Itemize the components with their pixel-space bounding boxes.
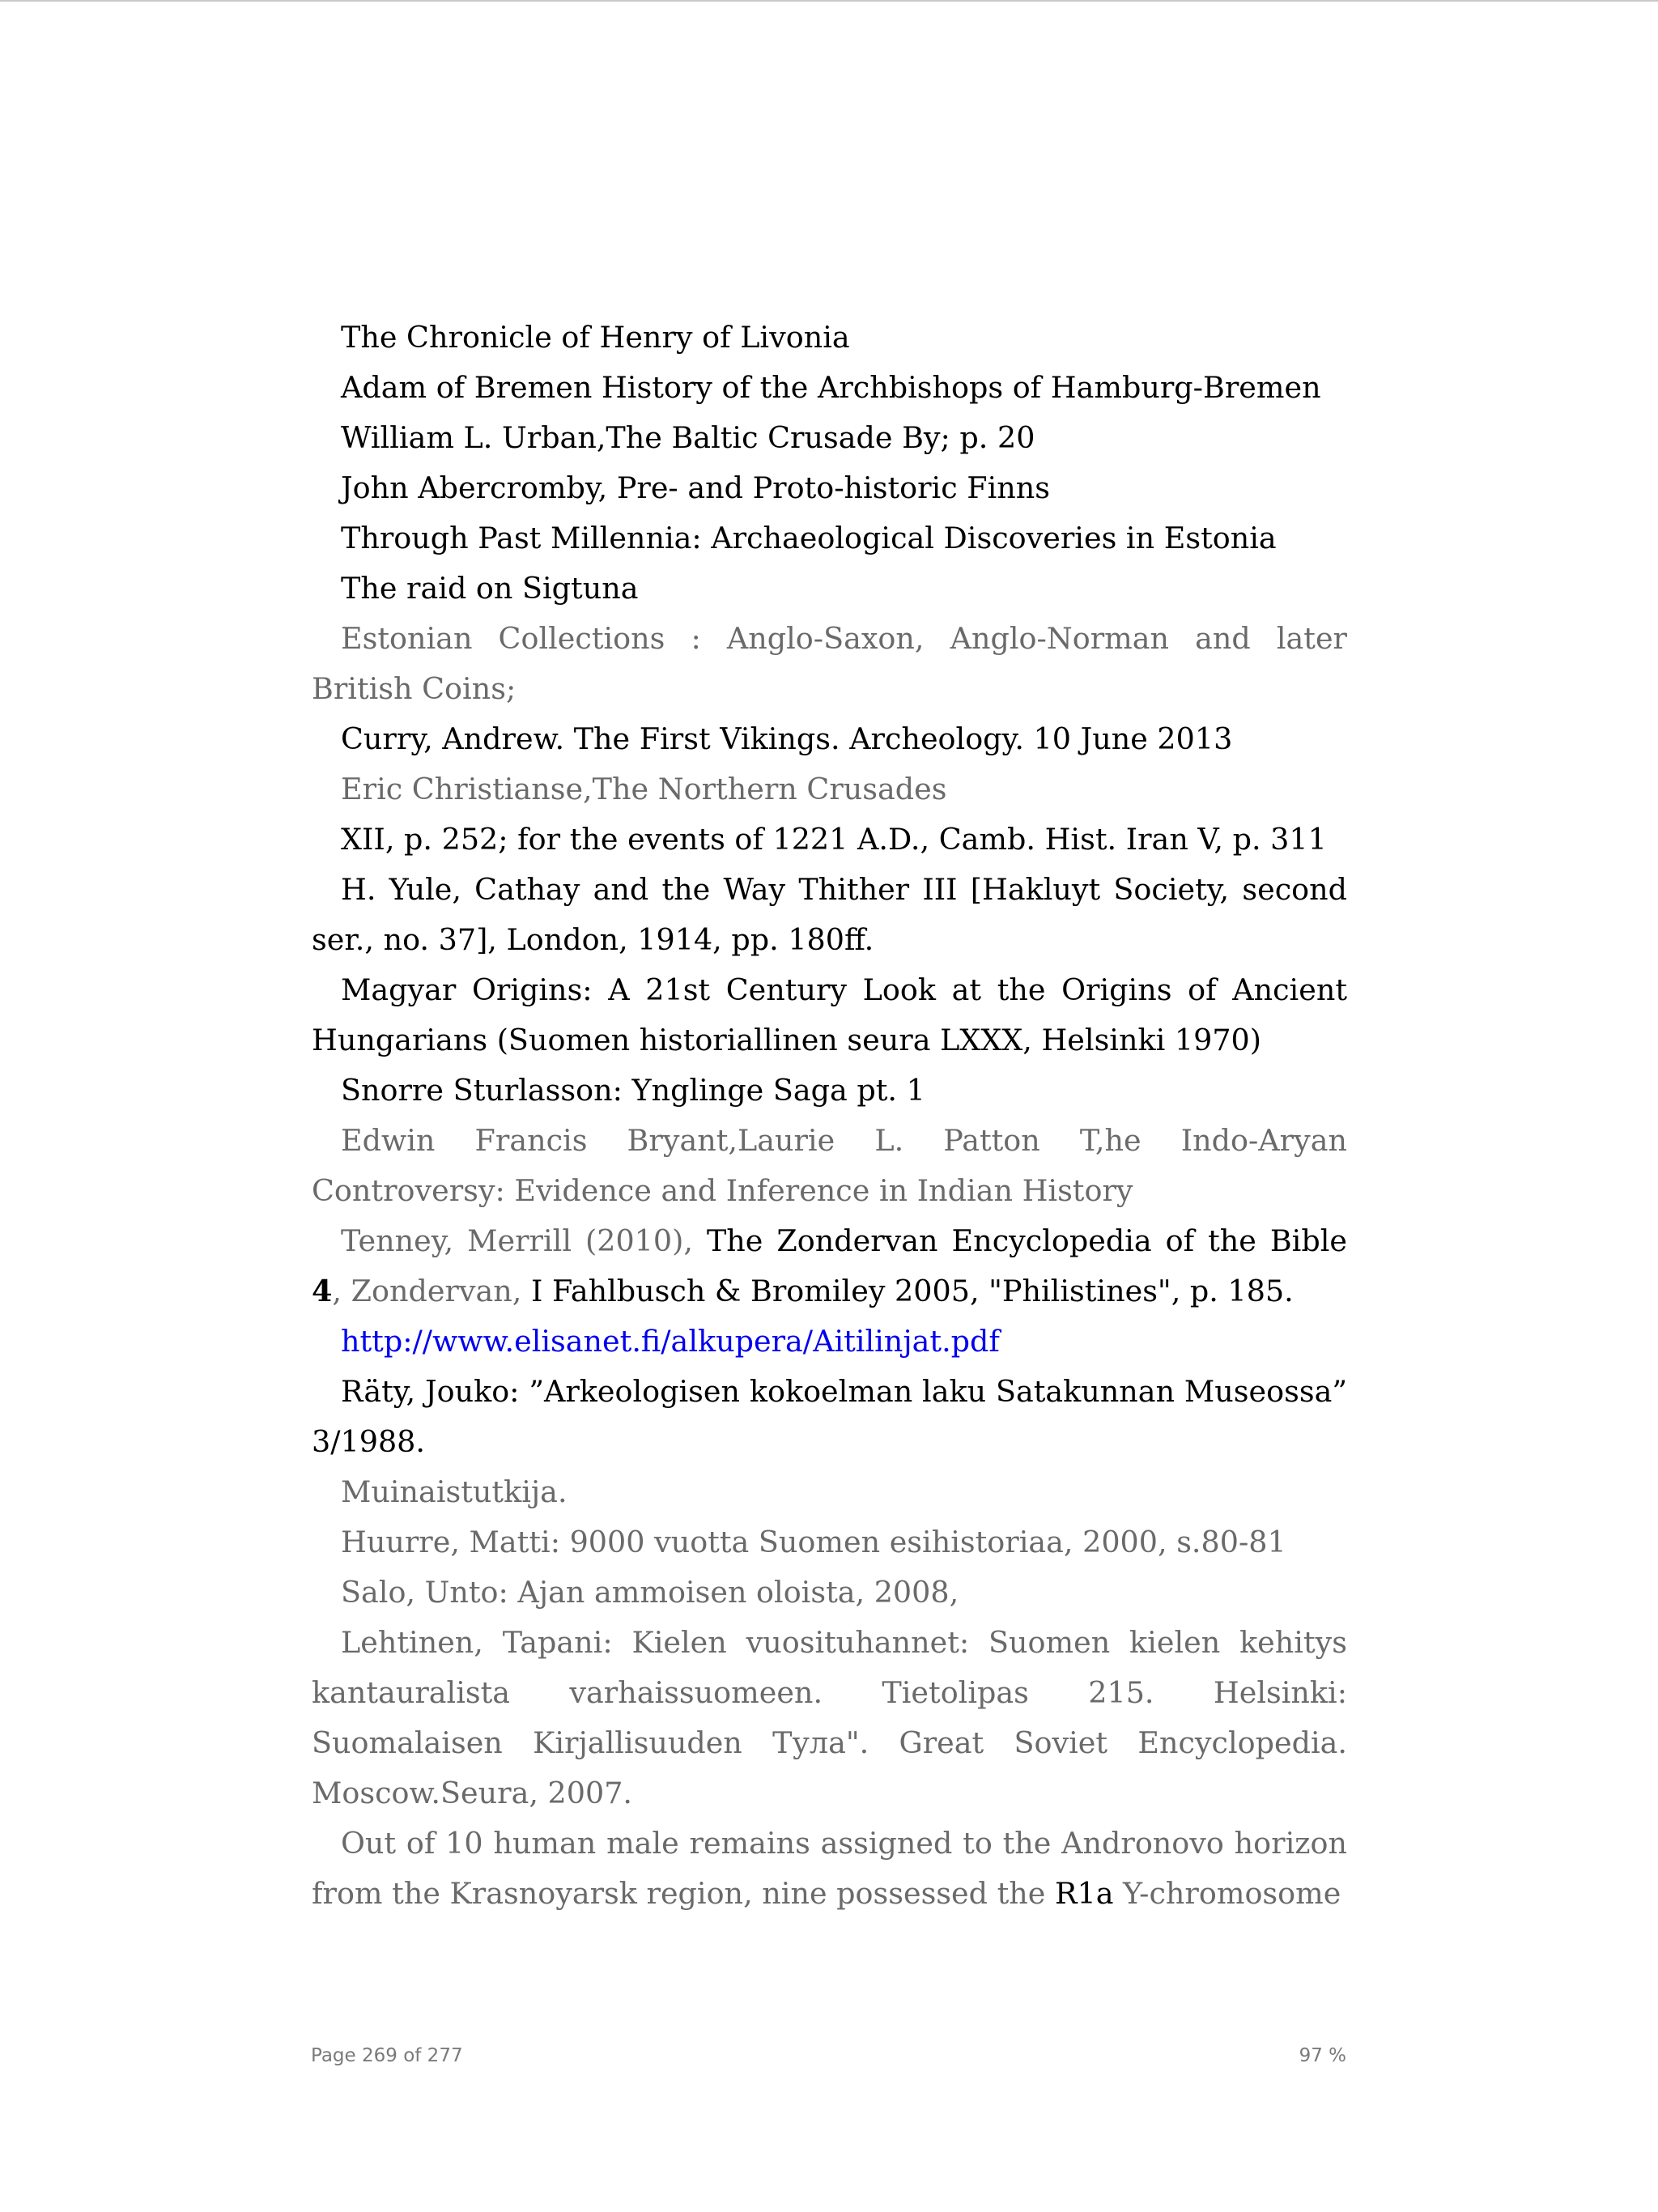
page-indicator: Page 269 of 277 bbox=[311, 2045, 463, 2066]
reference-paragraph: William L. Urban,The Baltic Crusade By; p. 20 bbox=[341, 420, 1035, 455]
reference-paragraph: Estonian Collections : Anglo-Saxon, Anglo-Norman and later British Coins; bbox=[312, 621, 1347, 706]
haplogroup-term: R1a bbox=[1054, 1876, 1114, 1911]
reference-paragraph: Eric Christianse,The Northern Crusades bbox=[341, 772, 947, 806]
reference-paragraph: Edwin Francis Bryant,Laurie L. Patton T,he Indo-Aryan Controversy: Evidence and Inference in Indian History bbox=[312, 1123, 1347, 1208]
page-text bbox=[312, 313, 1347, 1919]
reference-paragraph: Muinaistutkija. bbox=[341, 1474, 568, 1509]
reference-paragraph: Salo, Unto: Ajan ammoisen oloista, 2008, bbox=[341, 1575, 959, 1610]
reference-paragraph: The Chronicle of Henry of Livonia bbox=[341, 320, 850, 355]
reference-paragraph bbox=[312, 1819, 1347, 1919]
reference-title: The Zondervan Encyclopedia of the Bible bbox=[706, 1223, 1347, 1258]
reference-citation: I Fahlbusch & Bromiley 2005, "Philistines", p. 185. bbox=[530, 1274, 1294, 1308]
reference-link[interactable]: http://www.elisanet.fi/alkupera/Aitilinjat.pdf bbox=[341, 1324, 1000, 1359]
progress-percent: 97 % bbox=[1299, 2045, 1346, 2066]
reference-paragraph: Huurre, Matti: 9000 vuotta Suomen esihistoriaa, 2000, s.80-81 bbox=[341, 1525, 1286, 1559]
reference-paragraph: XII, p. 252; for the events of 1221 A.D., Camb. Hist. Iran V, p. 311 bbox=[341, 822, 1327, 857]
reference-text: Y-chromosome bbox=[1113, 1876, 1341, 1911]
reference-paragraph bbox=[312, 1216, 1347, 1317]
reference-paragraph: John Abercromby, Pre- and Proto-historic Finns bbox=[341, 470, 1051, 505]
reference-author: Tenney, Merrill (2010), bbox=[341, 1223, 707, 1258]
reference-paragraph: Adam of Bremen History of the Archbishops of Hamburg-Bremen bbox=[341, 370, 1321, 405]
reference-paragraph: H. Yule, Cathay and the Way Thither III [Hakluyt Society, second ser., no. 37], London, 1914, pp. 180ff. bbox=[312, 872, 1347, 957]
reference-paragraph: Curry, Andrew. The First Vikings. Archeology. 10 June 2013 bbox=[341, 721, 1233, 756]
reference-paragraph: Snorre Sturlasson: Ynglinge Saga pt. 1 bbox=[341, 1073, 925, 1108]
reference-paragraph: The raid on Sigtuna bbox=[341, 571, 639, 606]
reference-paragraph: Magyar Origins: A 21st Century Look at the Origins of Ancient Hungarians (Suomen historiallinen seura LXXX, Helsinki 1970) bbox=[312, 972, 1347, 1057]
reference-paragraph bbox=[312, 1317, 1347, 1367]
reference-paragraph: Räty, Jouko: ”Arkeologisen kokoelman laku Satakunnan Museossa” 3/1988. bbox=[312, 1374, 1347, 1459]
reference-text: Out of 10 human male remains assigned to the Andronovo horizon from the Krasnoyarsk region, nine possessed the bbox=[312, 1826, 1347, 1911]
top-divider bbox=[0, 0, 1658, 2]
reference-paragraph: Lehtinen, Tapani: Kielen vuosituhannet: Suomen kielen kehitys kantauralista varhaissuomeen. Tietolipas 215. Helsinki: Suomalaisen Kirjallisuuden Тула". Great Soviet Encyclopedia. Moscow.Seura, 2007. bbox=[312, 1625, 1347, 1810]
reference-volume: 4 bbox=[312, 1274, 333, 1308]
reference-publisher: , Zondervan, bbox=[332, 1274, 531, 1308]
reference-paragraph: Through Past Millennia: Archaeological Discoveries in Estonia bbox=[341, 521, 1277, 555]
